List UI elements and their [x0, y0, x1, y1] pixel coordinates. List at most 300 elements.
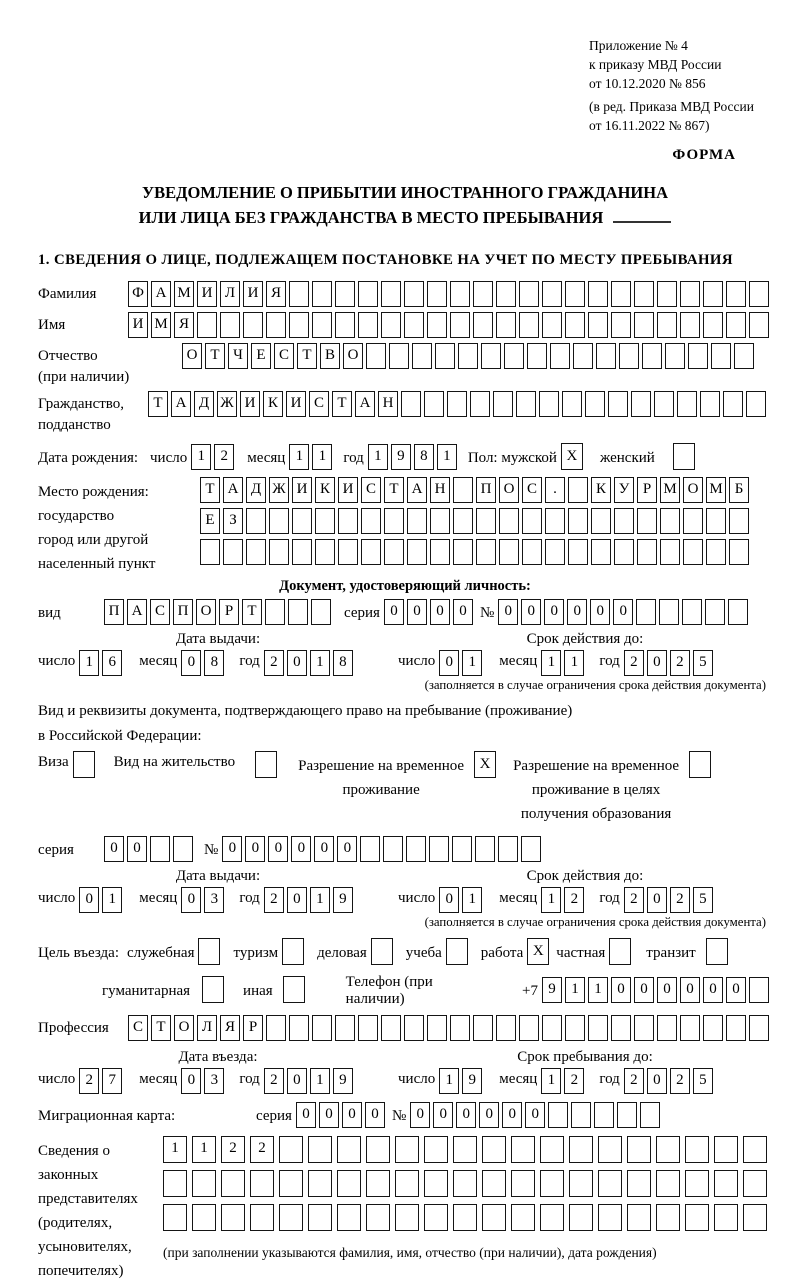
char-cell[interactable] [427, 312, 447, 338]
char-cell[interactable] [565, 281, 585, 307]
char-cell[interactable] [619, 343, 639, 369]
char-cell[interactable] [522, 539, 542, 565]
char-cell[interactable] [279, 1136, 303, 1163]
char-cell[interactable] [427, 281, 447, 307]
permit-valid-year[interactable] [624, 887, 716, 913]
char-cell[interactable] [269, 539, 289, 565]
char-cell[interactable] [279, 1204, 303, 1231]
char-cell[interactable] [192, 1170, 216, 1197]
char-cell[interactable] [703, 281, 723, 307]
char-cell[interactable]: Т [148, 391, 168, 417]
char-cell[interactable] [723, 391, 743, 417]
char-cell[interactable]: 9 [462, 1068, 482, 1094]
char-cell[interactable]: Л [197, 1015, 217, 1041]
char-cell[interactable]: 1 [289, 444, 309, 470]
char-cell[interactable] [636, 599, 656, 625]
char-cell[interactable] [596, 343, 616, 369]
char-cell[interactable] [266, 312, 286, 338]
char-cell[interactable]: 1 [310, 1068, 330, 1094]
char-cell[interactable] [685, 1204, 709, 1231]
representatives-cells-row1[interactable] [163, 1136, 772, 1163]
char-cell[interactable] [665, 343, 685, 369]
char-cell[interactable] [711, 343, 731, 369]
char-cell[interactable] [173, 836, 193, 862]
char-cell[interactable]: 1 [163, 1136, 187, 1163]
char-cell[interactable]: 0 [726, 977, 746, 1003]
char-cell[interactable] [424, 391, 444, 417]
char-cell[interactable]: Т [297, 343, 317, 369]
char-cell[interactable] [404, 281, 424, 307]
char-cell[interactable] [726, 281, 746, 307]
char-cell[interactable]: 0 [439, 650, 459, 676]
birth-month-cells[interactable] [289, 444, 335, 470]
char-cell[interactable] [458, 343, 478, 369]
char-cell[interactable] [654, 391, 674, 417]
purpose-work-checkbox[interactable] [527, 938, 552, 965]
permit-number-cells[interactable] [222, 836, 544, 862]
char-cell[interactable] [542, 1015, 562, 1041]
char-cell[interactable] [568, 477, 588, 503]
char-cell[interactable] [594, 1102, 614, 1128]
citizenship-cells[interactable] [148, 391, 769, 417]
char-cell[interactable] [476, 539, 496, 565]
char-cell[interactable] [266, 1015, 286, 1041]
char-cell[interactable] [598, 1136, 622, 1163]
char-cell[interactable]: И [292, 477, 312, 503]
entry-year[interactable] [264, 1068, 356, 1094]
char-cell[interactable] [588, 281, 608, 307]
char-cell[interactable]: 0 [104, 836, 124, 862]
char-cell[interactable] [714, 1170, 738, 1197]
char-cell[interactable] [282, 938, 304, 965]
char-cell[interactable] [542, 312, 562, 338]
char-cell[interactable] [337, 1204, 361, 1231]
char-cell[interactable]: Е [200, 508, 220, 534]
char-cell[interactable]: 8 [204, 650, 224, 676]
char-cell[interactable] [338, 539, 358, 565]
char-cell[interactable] [683, 539, 703, 565]
char-cell[interactable] [496, 312, 516, 338]
char-cell[interactable]: 0 [384, 599, 404, 625]
char-cell[interactable] [450, 312, 470, 338]
char-cell[interactable] [250, 1204, 274, 1231]
char-cell[interactable] [640, 1102, 660, 1128]
char-cell[interactable]: 1 [437, 444, 457, 470]
char-cell[interactable]: 0 [430, 599, 450, 625]
char-cell[interactable] [202, 976, 224, 1003]
char-cell[interactable]: У [614, 477, 634, 503]
char-cell[interactable] [627, 1136, 651, 1163]
char-cell[interactable] [358, 312, 378, 338]
char-cell[interactable]: Ф [128, 281, 148, 307]
iddoc-valid-month[interactable] [541, 650, 587, 676]
char-cell[interactable]: 7 [102, 1068, 122, 1094]
char-cell[interactable]: Б [729, 477, 749, 503]
char-cell[interactable] [749, 281, 769, 307]
char-cell[interactable] [404, 1015, 424, 1041]
char-cell[interactable] [395, 1136, 419, 1163]
char-cell[interactable]: 0 [407, 599, 427, 625]
char-cell[interactable]: 1 [564, 650, 584, 676]
char-cell[interactable]: М [660, 477, 680, 503]
char-cell[interactable] [657, 312, 677, 338]
char-cell[interactable] [407, 508, 427, 534]
char-cell[interactable]: 0 [680, 977, 700, 1003]
char-cell[interactable]: 0 [291, 836, 311, 862]
char-cell[interactable] [283, 976, 305, 1003]
char-cell[interactable] [562, 391, 582, 417]
char-cell[interactable] [404, 312, 424, 338]
char-cell[interactable]: 1 [368, 444, 388, 470]
char-cell[interactable] [255, 751, 277, 778]
char-cell[interactable]: 0 [521, 599, 541, 625]
char-cell[interactable]: И [243, 281, 263, 307]
char-cell[interactable]: 0 [567, 599, 587, 625]
birthplace-cells-row1[interactable] [200, 477, 752, 503]
char-cell[interactable]: 0 [342, 1102, 362, 1128]
char-cell[interactable] [591, 539, 611, 565]
char-cell[interactable] [496, 1015, 516, 1041]
iddoc-issue-year[interactable] [264, 650, 356, 676]
char-cell[interactable] [550, 343, 570, 369]
char-cell[interactable] [714, 1204, 738, 1231]
char-cell[interactable]: 1 [541, 650, 561, 676]
char-cell[interactable]: 1 [462, 650, 482, 676]
char-cell[interactable]: 0 [287, 650, 307, 676]
char-cell[interactable] [265, 599, 285, 625]
visa-checkbox[interactable] [73, 751, 98, 778]
char-cell[interactable]: И [128, 312, 148, 338]
char-cell[interactable] [246, 539, 266, 565]
char-cell[interactable] [611, 281, 631, 307]
char-cell[interactable]: 0 [127, 836, 147, 862]
char-cell[interactable]: Д [246, 477, 266, 503]
char-cell[interactable] [482, 1204, 506, 1231]
char-cell[interactable]: Т [384, 477, 404, 503]
char-cell[interactable]: 9 [333, 887, 353, 913]
char-cell[interactable] [312, 281, 332, 307]
char-cell[interactable] [588, 312, 608, 338]
char-cell[interactable] [473, 281, 493, 307]
char-cell[interactable] [569, 1170, 593, 1197]
char-cell[interactable]: 2 [624, 887, 644, 913]
char-cell[interactable] [198, 938, 220, 965]
char-cell[interactable] [642, 343, 662, 369]
stay-year[interactable] [624, 1068, 716, 1094]
char-cell[interactable]: 2 [79, 1068, 99, 1094]
representatives-cells-row2[interactable] [163, 1170, 772, 1197]
char-cell[interactable] [381, 281, 401, 307]
surname-cells[interactable] [128, 281, 772, 307]
char-cell[interactable] [726, 312, 746, 338]
entry-day[interactable] [79, 1068, 125, 1094]
char-cell[interactable]: 2 [221, 1136, 245, 1163]
char-cell[interactable]: 1 [439, 1068, 459, 1094]
char-cell[interactable] [522, 508, 542, 534]
char-cell[interactable]: К [315, 477, 335, 503]
birthplace-cells-row3[interactable] [200, 539, 752, 565]
char-cell[interactable]: 0 [181, 650, 201, 676]
char-cell[interactable]: Я [174, 312, 194, 338]
purpose-business-checkbox[interactable] [198, 938, 223, 965]
iddoc-series-cells[interactable] [384, 599, 476, 625]
char-cell[interactable]: А [355, 391, 375, 417]
char-cell[interactable]: 1 [310, 650, 330, 676]
char-cell[interactable]: . [545, 477, 565, 503]
char-cell[interactable] [729, 508, 749, 534]
char-cell[interactable] [496, 281, 516, 307]
char-cell[interactable]: 2 [250, 1136, 274, 1163]
permit-issue-day[interactable] [79, 887, 125, 913]
char-cell[interactable]: 0 [647, 650, 667, 676]
char-cell[interactable]: А [151, 281, 171, 307]
char-cell[interactable]: Т [151, 1015, 171, 1041]
char-cell[interactable]: А [127, 599, 147, 625]
char-cell[interactable]: К [591, 477, 611, 503]
char-cell[interactable]: 1 [588, 977, 608, 1003]
char-cell[interactable] [585, 391, 605, 417]
char-cell[interactable] [163, 1204, 187, 1231]
char-cell[interactable] [703, 312, 723, 338]
char-cell[interactable] [614, 508, 634, 534]
char-cell[interactable] [703, 1015, 723, 1041]
char-cell[interactable]: 2 [624, 650, 644, 676]
char-cell[interactable]: С [128, 1015, 148, 1041]
char-cell[interactable] [384, 508, 404, 534]
char-cell[interactable]: 0 [498, 599, 518, 625]
sex-male-checkbox[interactable] [561, 443, 586, 470]
char-cell[interactable]: 0 [337, 836, 357, 862]
char-cell[interactable]: Р [219, 599, 239, 625]
char-cell[interactable]: 1 [192, 1136, 216, 1163]
char-cell[interactable] [221, 1170, 245, 1197]
char-cell[interactable] [609, 938, 631, 965]
char-cell[interactable] [453, 1170, 477, 1197]
char-cell[interactable]: 2 [670, 1068, 690, 1094]
char-cell[interactable] [680, 1015, 700, 1041]
char-cell[interactable]: 3 [204, 887, 224, 913]
char-cell[interactable] [627, 1170, 651, 1197]
char-cell[interactable] [308, 1170, 332, 1197]
char-cell[interactable] [308, 1204, 332, 1231]
char-cell[interactable] [243, 312, 263, 338]
permit-series-cells[interactable] [104, 836, 196, 862]
stay-month[interactable] [541, 1068, 587, 1094]
birth-year-cells[interactable] [368, 444, 460, 470]
char-cell[interactable]: 0 [439, 887, 459, 913]
char-cell[interactable]: 0 [433, 1102, 453, 1128]
char-cell[interactable] [424, 1136, 448, 1163]
char-cell[interactable] [424, 1170, 448, 1197]
firstname-cells[interactable] [128, 312, 772, 338]
char-cell[interactable] [680, 312, 700, 338]
char-cell[interactable]: 2 [264, 650, 284, 676]
char-cell[interactable]: С [150, 599, 170, 625]
char-cell[interactable] [540, 1204, 564, 1231]
char-cell[interactable] [545, 539, 565, 565]
char-cell[interactable]: Я [266, 281, 286, 307]
char-cell[interactable] [73, 751, 95, 778]
char-cell[interactable] [406, 836, 426, 862]
char-cell[interactable] [519, 312, 539, 338]
char-cell[interactable] [401, 391, 421, 417]
char-cell[interactable] [540, 1136, 564, 1163]
char-cell[interactable] [335, 1015, 355, 1041]
char-cell[interactable]: 1 [191, 444, 211, 470]
char-cell[interactable] [482, 1136, 506, 1163]
char-cell[interactable]: Н [378, 391, 398, 417]
char-cell[interactable] [519, 281, 539, 307]
char-cell[interactable] [366, 1170, 390, 1197]
char-cell[interactable] [435, 343, 455, 369]
char-cell[interactable]: О [343, 343, 363, 369]
char-cell[interactable] [749, 312, 769, 338]
char-cell[interactable] [430, 508, 450, 534]
char-cell[interactable] [381, 312, 401, 338]
char-cell[interactable]: П [104, 599, 124, 625]
char-cell[interactable]: X [561, 443, 583, 470]
char-cell[interactable] [412, 343, 432, 369]
char-cell[interactable] [358, 281, 378, 307]
char-cell[interactable] [315, 508, 335, 534]
char-cell[interactable] [656, 1170, 680, 1197]
char-cell[interactable]: 2 [264, 887, 284, 913]
edu-permit-checkbox[interactable] [689, 751, 714, 778]
char-cell[interactable] [680, 281, 700, 307]
char-cell[interactable] [504, 343, 524, 369]
char-cell[interactable] [223, 539, 243, 565]
char-cell[interactable]: X [527, 938, 549, 965]
char-cell[interactable] [499, 539, 519, 565]
char-cell[interactable] [660, 539, 680, 565]
profession-cells[interactable] [128, 1015, 772, 1041]
char-cell[interactable] [366, 1204, 390, 1231]
char-cell[interactable] [315, 539, 335, 565]
iddoc-valid-day[interactable] [439, 650, 485, 676]
char-cell[interactable]: 2 [624, 1068, 644, 1094]
char-cell[interactable] [453, 508, 473, 534]
migcard-series-cells[interactable] [296, 1102, 388, 1128]
char-cell[interactable] [714, 1136, 738, 1163]
char-cell[interactable]: 2 [564, 887, 584, 913]
char-cell[interactable]: Т [200, 477, 220, 503]
char-cell[interactable] [569, 1204, 593, 1231]
char-cell[interactable] [446, 938, 468, 965]
char-cell[interactable] [637, 539, 657, 565]
migcard-number-cells[interactable] [410, 1102, 663, 1128]
char-cell[interactable]: 0 [181, 887, 201, 913]
char-cell[interactable] [407, 539, 427, 565]
char-cell[interactable]: 0 [296, 1102, 316, 1128]
char-cell[interactable]: В [320, 343, 340, 369]
char-cell[interactable] [447, 391, 467, 417]
char-cell[interactable]: 3 [204, 1068, 224, 1094]
char-cell[interactable]: О [174, 1015, 194, 1041]
char-cell[interactable] [279, 1170, 303, 1197]
char-cell[interactable]: 5 [693, 887, 713, 913]
char-cell[interactable] [430, 539, 450, 565]
char-cell[interactable] [395, 1170, 419, 1197]
char-cell[interactable] [476, 508, 496, 534]
char-cell[interactable]: С [274, 343, 294, 369]
purpose-private-checkbox[interactable] [609, 938, 634, 965]
char-cell[interactable] [429, 836, 449, 862]
char-cell[interactable] [289, 312, 309, 338]
char-cell[interactable]: А [223, 477, 243, 503]
char-cell[interactable]: 0 [634, 977, 654, 1003]
char-cell[interactable] [631, 391, 651, 417]
char-cell[interactable]: 0 [502, 1102, 522, 1128]
char-cell[interactable]: Т [205, 343, 225, 369]
char-cell[interactable] [450, 281, 470, 307]
char-cell[interactable]: X [474, 751, 496, 778]
char-cell[interactable] [598, 1170, 622, 1197]
char-cell[interactable]: Т [332, 391, 352, 417]
char-cell[interactable] [337, 1136, 361, 1163]
char-cell[interactable] [381, 1015, 401, 1041]
char-cell[interactable]: 2 [564, 1068, 584, 1094]
char-cell[interactable]: 1 [312, 444, 332, 470]
char-cell[interactable] [498, 836, 518, 862]
char-cell[interactable]: 1 [310, 887, 330, 913]
char-cell[interactable] [660, 508, 680, 534]
char-cell[interactable]: 0 [590, 599, 610, 625]
char-cell[interactable]: 0 [268, 836, 288, 862]
char-cell[interactable]: 0 [456, 1102, 476, 1128]
char-cell[interactable] [516, 391, 536, 417]
char-cell[interactable] [634, 1015, 654, 1041]
char-cell[interactable]: А [171, 391, 191, 417]
char-cell[interactable] [545, 508, 565, 534]
char-cell[interactable] [424, 1204, 448, 1231]
residence-checkbox[interactable] [255, 751, 280, 778]
char-cell[interactable] [527, 343, 547, 369]
char-cell[interactable] [521, 836, 541, 862]
char-cell[interactable]: 0 [647, 887, 667, 913]
char-cell[interactable]: С [309, 391, 329, 417]
char-cell[interactable]: И [286, 391, 306, 417]
char-cell[interactable] [269, 508, 289, 534]
char-cell[interactable] [383, 836, 403, 862]
char-cell[interactable]: 1 [102, 887, 122, 913]
char-cell[interactable]: 9 [333, 1068, 353, 1094]
char-cell[interactable]: С [361, 477, 381, 503]
char-cell[interactable]: К [263, 391, 283, 417]
permit-valid-day[interactable] [439, 887, 485, 913]
char-cell[interactable]: О [499, 477, 519, 503]
char-cell[interactable]: 2 [670, 650, 690, 676]
char-cell[interactable] [197, 312, 217, 338]
char-cell[interactable] [706, 938, 728, 965]
permit-issue-year[interactable] [264, 887, 356, 913]
char-cell[interactable] [673, 443, 695, 470]
char-cell[interactable] [746, 391, 766, 417]
char-cell[interactable] [657, 281, 677, 307]
char-cell[interactable] [453, 1204, 477, 1231]
char-cell[interactable]: 0 [613, 599, 633, 625]
char-cell[interactable]: М [706, 477, 726, 503]
char-cell[interactable] [728, 599, 748, 625]
char-cell[interactable] [569, 1136, 593, 1163]
char-cell[interactable]: А [407, 477, 427, 503]
char-cell[interactable] [540, 1170, 564, 1197]
char-cell[interactable] [706, 539, 726, 565]
char-cell[interactable]: М [151, 312, 171, 338]
char-cell[interactable]: 0 [181, 1068, 201, 1094]
char-cell[interactable]: П [173, 599, 193, 625]
char-cell[interactable]: 2 [264, 1068, 284, 1094]
char-cell[interactable] [683, 508, 703, 534]
